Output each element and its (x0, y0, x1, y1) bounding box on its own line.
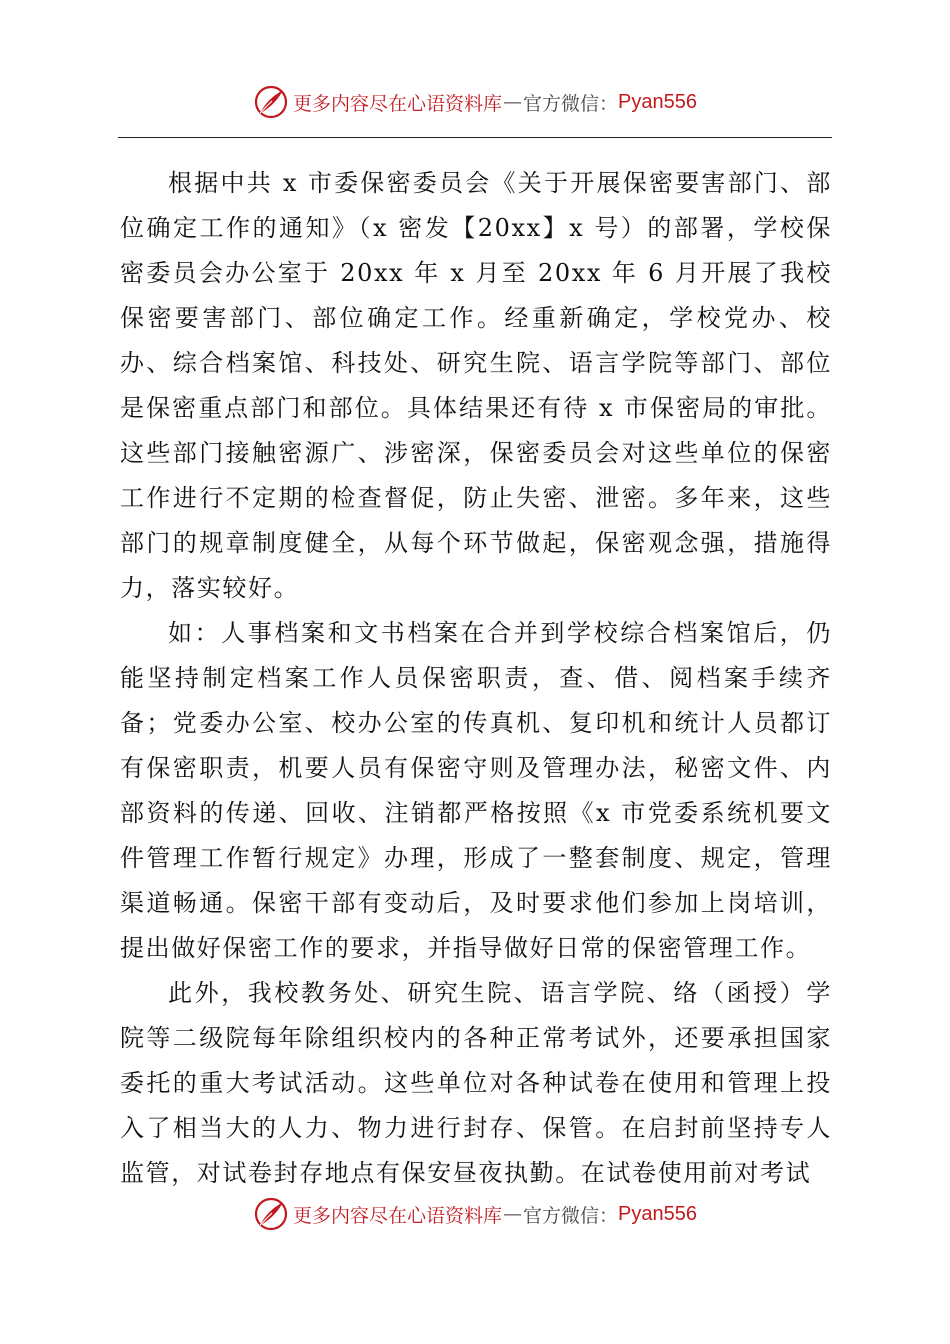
paragraph-1: 根据中共 x 市委保密委员会《关于开展保密要害部门、部位确定工作的通知》（x 密发【20xx】x 号）的部署，学校保密委员会办公室于 20xx 年 x 月至 20xx 年 6 月开展了我校保密要害部门、部位确定工作。经重新确定，学校党办、校办、综合档案馆、科技处、研究生院、语言学院等部门、部位是保密重点部门和部位。具体结果还有待 x 市保密局的审批。这些部门接触密源广、涉密深，保密委员会对这些单位的保密工作进行不定期的检查督促，防止失密、泄密。多年来，这些部门的规章制度健全，从每个环节做起，保密观念强，措施得力，落实较好。 (120, 169, 832, 602)
banner-site-text: 更多内容尽在心语资料库 (293, 1204, 503, 1227)
banner-dash: — (503, 1203, 523, 1225)
banner-wechat-id: Pyan556 (618, 1202, 697, 1225)
header-banner (0, 82, 950, 122)
header-divider (118, 137, 832, 138)
footer-banner (0, 1194, 950, 1234)
quill-logo-icon (253, 84, 289, 120)
document-body (120, 161, 832, 1196)
banner-dash: — (503, 91, 523, 113)
paragraph-3: 此外，我校教务处、研究生院、语言学院、络（函授）学院等二级院每年除组织校内的各种正常考试外，还要承担国家委托的重大考试活动。这些单位对各种试卷在使用和管理上投入了相当大的人力、物力进行封存、保管。在启封前坚持专人监管，对试卷封存地点有保安昼夜执勤。在试卷使用前对考试 (120, 979, 832, 1187)
banner-wechat-label: 官方微信： (523, 92, 619, 115)
paragraph-2: 如：人事档案和文书档案在合并到学校综合档案馆后，仍能坚持制定档案工作人员保密职责，查、借、阅档案手续齐备；党委办公室、校办公室的传真机、复印机和统计人员都订有保密职责，机要人员有保密守则及管理办法，秘密文件、内部资料的传递、回收、注销都严格按照《x 市党委系统机要文件管理工作暂行规定》办理，形成了一整套制度、规定，管理渠道畅通。保密干部有变动后，及时要求他们参加上岗培训，提出做好保密工作的要求，并指导做好日常的保密管理工作。 (120, 619, 832, 962)
banner-wechat-label: 官方微信： (523, 1204, 619, 1227)
banner-site-text: 更多内容尽在心语资料库 (293, 92, 503, 115)
quill-logo-icon (253, 1196, 289, 1232)
banner-wechat-id: Pyan556 (618, 90, 697, 113)
